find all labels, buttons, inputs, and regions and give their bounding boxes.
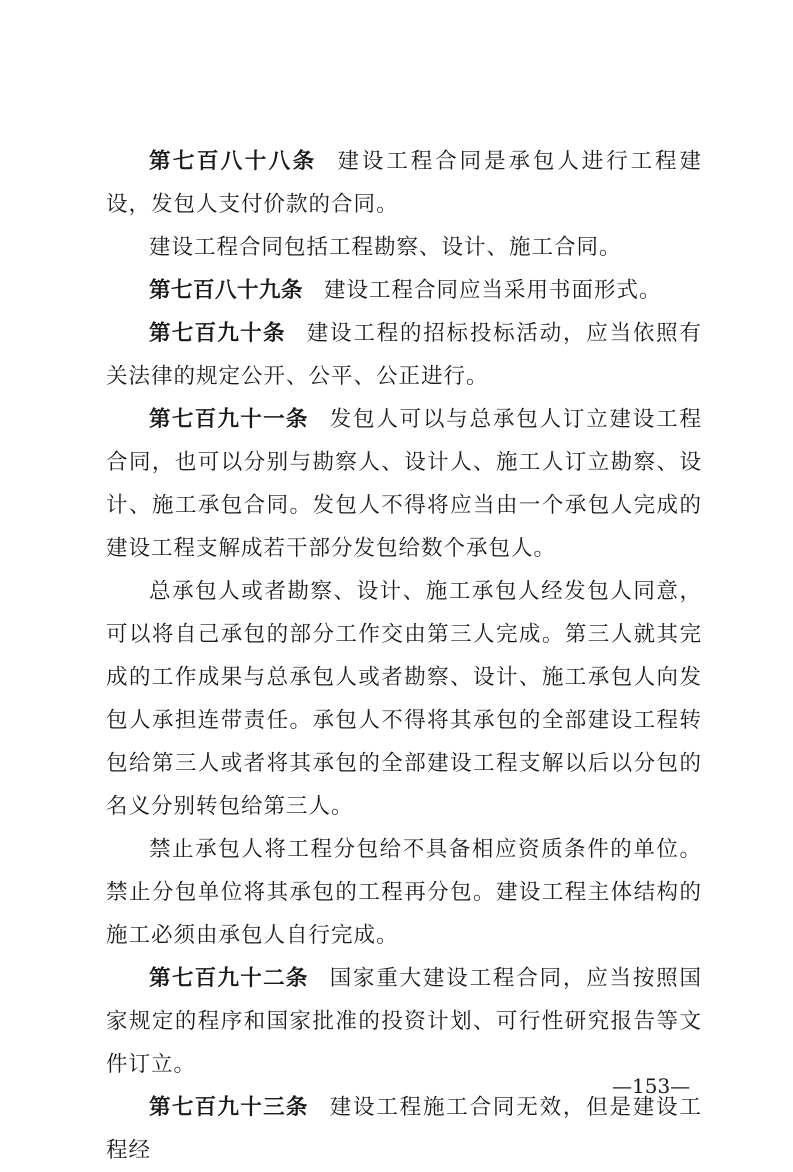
paragraph-6	[106, 570, 702, 828]
paragraph-9	[106, 1086, 702, 1172]
paragraph-text: 总承包人或者勘察、设计、施工承包人经发包人同意，可以将自己承包的部分工作交由第三人完成。第三人就其完成的工作成果与总承包人或者勘察、设计、施工承包人向发包人承担连带责任。承包人不得将其承包的全部建设工程转包给第三人或者将其承包的全部建设工程支解以后以分包的名义分别转包给第三人。	[106, 579, 702, 819]
paragraph-text: 建设工程合同包括工程勘察、设计、施工合同。	[149, 235, 622, 260]
paragraph-text: 发包人可以与总承包人订立建设工程合同，也可以分别与勘察人、设计人、施工人订立勘察、设计、施工承包合同。发包人不得将应当由一个承包人完成的建设工程支解成若干部分发包给数个承包人。	[106, 407, 702, 561]
paragraph-7	[106, 828, 702, 957]
paragraph-8	[106, 957, 702, 1086]
paragraph-3	[106, 269, 702, 312]
article-number: 第七百九十三条	[149, 1095, 309, 1120]
paragraph-1	[106, 140, 702, 226]
article-number: 第七百九十一条	[149, 407, 309, 432]
article-number: 第七百八十八条	[149, 149, 317, 174]
paragraph-text: 国家重大建设工程合同，应当按照国家规定的程序和国家批准的投资计划、可行性研究报告等文件订立。	[106, 966, 702, 1077]
paragraph-text: 建设工程合同是承包人进行工程建设，发包人支付价款的合同。	[106, 149, 702, 217]
paragraph-text: 禁止承包人将工程分包给不具备相应资质条件的单位。禁止分包单位将其承包的工程再分包。建设工程主体结构的施工必须由承包人自行完成。	[106, 837, 702, 948]
article-number: 第七百九十二条	[149, 966, 309, 991]
document-body	[106, 140, 702, 1172]
article-number: 第七百九十条	[149, 321, 286, 346]
paragraph-text: 建设工程施工合同无效，但是建设工程经	[106, 1095, 702, 1163]
paragraph-5	[106, 398, 702, 570]
page-number: —153—	[612, 1074, 691, 1098]
paragraph-text: 建设工程的招标投标活动，应当依照有关法律的规定公开、公平、公正进行。	[106, 321, 702, 389]
article-number: 第七百八十九条	[149, 278, 304, 303]
paragraph-text: 建设工程合同应当采用书面形式。	[324, 278, 662, 303]
paragraph-2	[106, 226, 702, 269]
paragraph-4	[106, 312, 702, 398]
